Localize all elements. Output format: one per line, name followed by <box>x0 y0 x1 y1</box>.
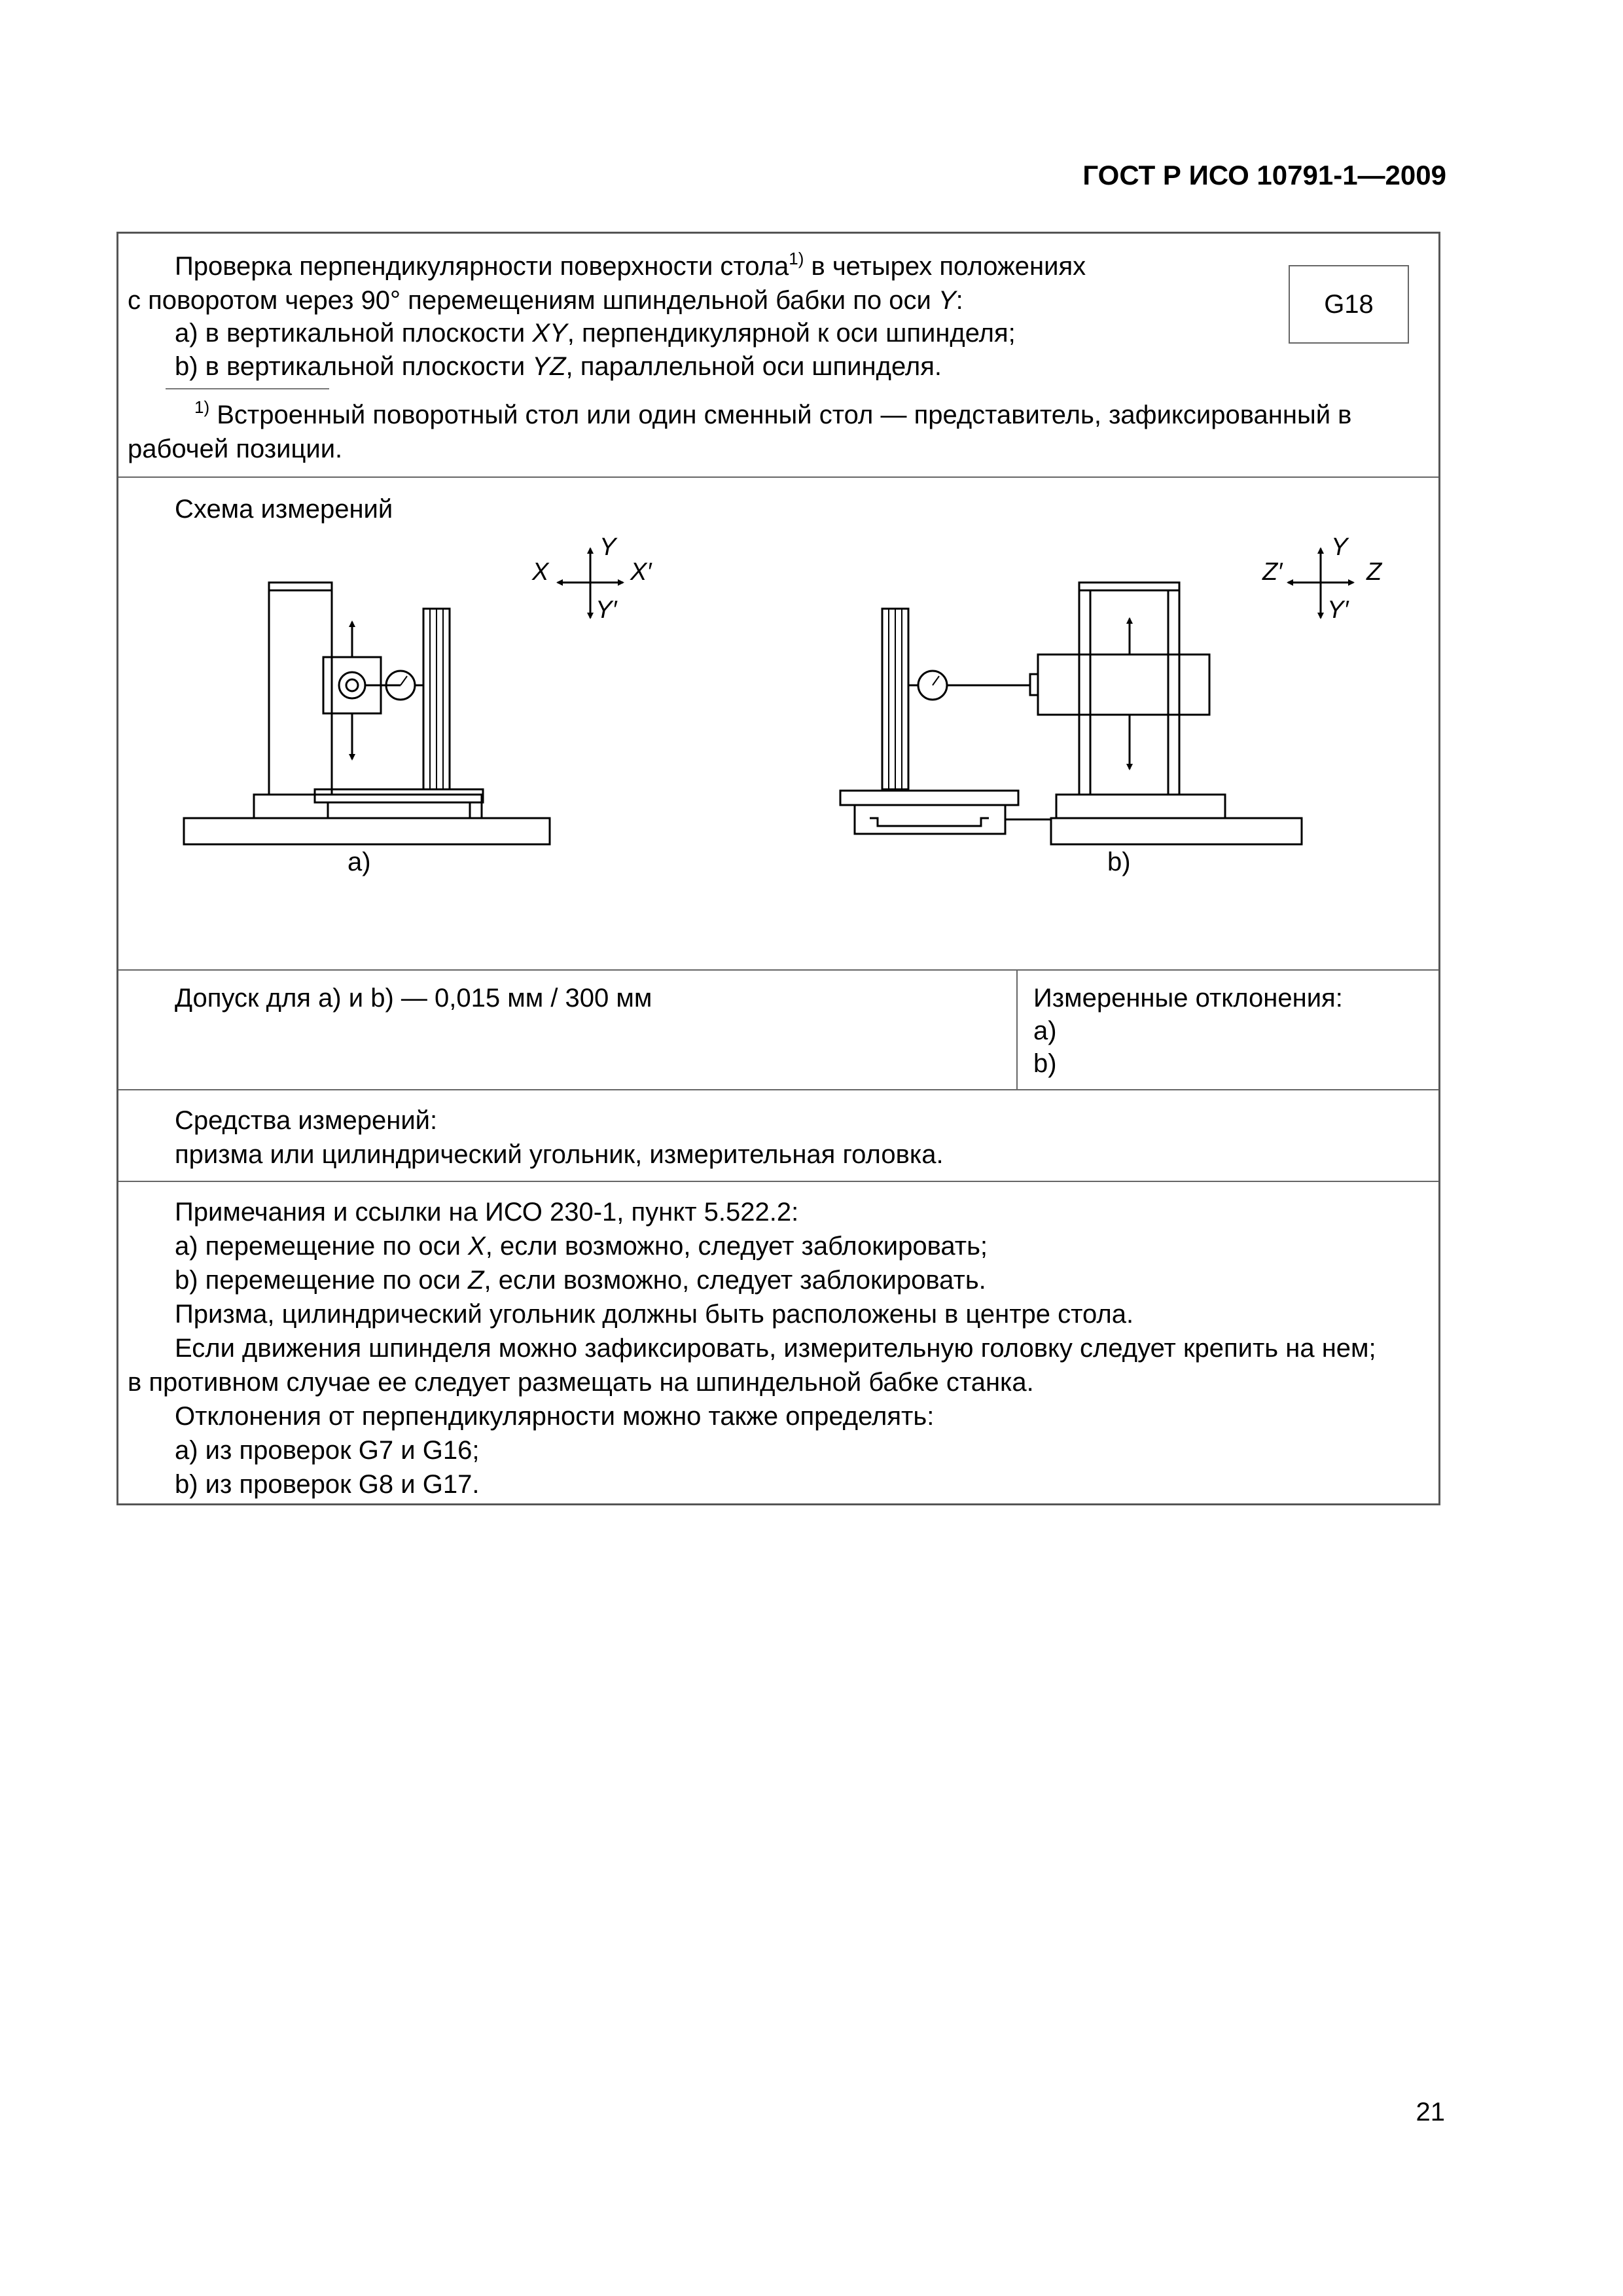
measurement-scheme <box>118 478 1438 969</box>
check-title-line1: Проверка перпендикулярности поверхности стола$^{1)}$ в четырех положениях <box>175 249 1086 281</box>
measured-title: Измеренные отклонения: <box>1033 984 1343 1013</box>
instruments-text: призма или цилиндрический угольник, измерительная головка. <box>175 1140 944 1169</box>
notes-line5: в противном случае ее следует размещать на шпиндельной бабке станка. <box>128 1368 1034 1397</box>
axis-label-b-right: Z <box>1366 558 1382 586</box>
diagram-a <box>184 548 623 844</box>
base-b <box>1051 818 1302 844</box>
diagram-b <box>840 548 1353 844</box>
axis-label-b-up: Y <box>1331 533 1348 561</box>
footnote-line1: $^{1)}$ Встроенный поворотный стол или один сменный стол — представитель, зафиксированный в <box>194 397 1352 429</box>
tolerance-row <box>118 971 1438 1089</box>
scheme-drawing <box>118 478 1438 969</box>
diagram-a-label: a) <box>348 848 371 876</box>
notes-line8: b) из проверок G8 и G17. <box>175 1470 480 1499</box>
notes-line7: a) из проверок G7 и G16; <box>175 1436 480 1465</box>
axis-label-b-left: Z′ <box>1262 558 1283 586</box>
axis-label-a-up: Y <box>599 533 616 561</box>
page-number: 21 <box>1416 2098 1445 2126</box>
base-a <box>184 818 550 844</box>
axis-label-a-right: X′ <box>630 558 652 586</box>
notes-item-a: a) перемещение по оси X, если возможно, следует заблокировать; <box>175 1232 988 1261</box>
notes-item-b: b) перемещение по оси Z, если возможно, следует заблокировать. <box>175 1266 986 1295</box>
check-code-box: G18 <box>1289 265 1409 344</box>
footnote-rule <box>166 388 329 389</box>
diagram-b-label: b) <box>1107 848 1131 876</box>
check-item-a: a) в вертикальной плоскости XY, перпендикулярной к оси шпинделя; <box>175 319 1016 348</box>
tolerance-text: Допуск для a) и b) — 0,015 мм / 300 мм <box>175 984 652 1013</box>
footnote-line2: рабочей позиции. <box>128 435 343 463</box>
notes-row <box>118 1182 1438 1503</box>
measured-b: b) <box>1033 1049 1057 1078</box>
spindle-head-b <box>1038 655 1209 715</box>
notes-line3: Призма, цилиндрический угольник должны быть расположены в центре стола. <box>175 1300 1134 1329</box>
axis-label-b-down: Y′ <box>1327 596 1349 624</box>
column-divider <box>1016 969 1018 1089</box>
check-description <box>118 234 1438 476</box>
instruments-row <box>118 1090 1438 1181</box>
check-table <box>116 232 1440 1505</box>
axis-label-a-left: X <box>532 558 549 586</box>
notes-line4: Если движения шпинделя можно зафиксировать, измерительную головку следует крепить на нем; <box>175 1334 1376 1363</box>
notes-line6: Отклонения от перпендикулярности можно также определять: <box>175 1402 935 1431</box>
instruments-title: Средства измерений: <box>175 1106 438 1135</box>
measured-a: a) <box>1033 1016 1057 1045</box>
document-header: ГОСТ Р ИСО 10791-1—2009 <box>1082 160 1446 190</box>
notes-title: Примечания и ссылки на ИСО 230-1, пункт 5.522.2: <box>175 1198 799 1227</box>
check-item-b: b) в вертикальной плоскости YZ, параллельной оси шпинделя. <box>175 352 942 381</box>
scheme-title: Схема измерений <box>175 495 393 524</box>
axis-label-a-down: Y′ <box>596 596 617 624</box>
check-title-line2: с поворотом через 90° перемещениям шпиндельной бабки по оси Y: <box>128 286 963 315</box>
